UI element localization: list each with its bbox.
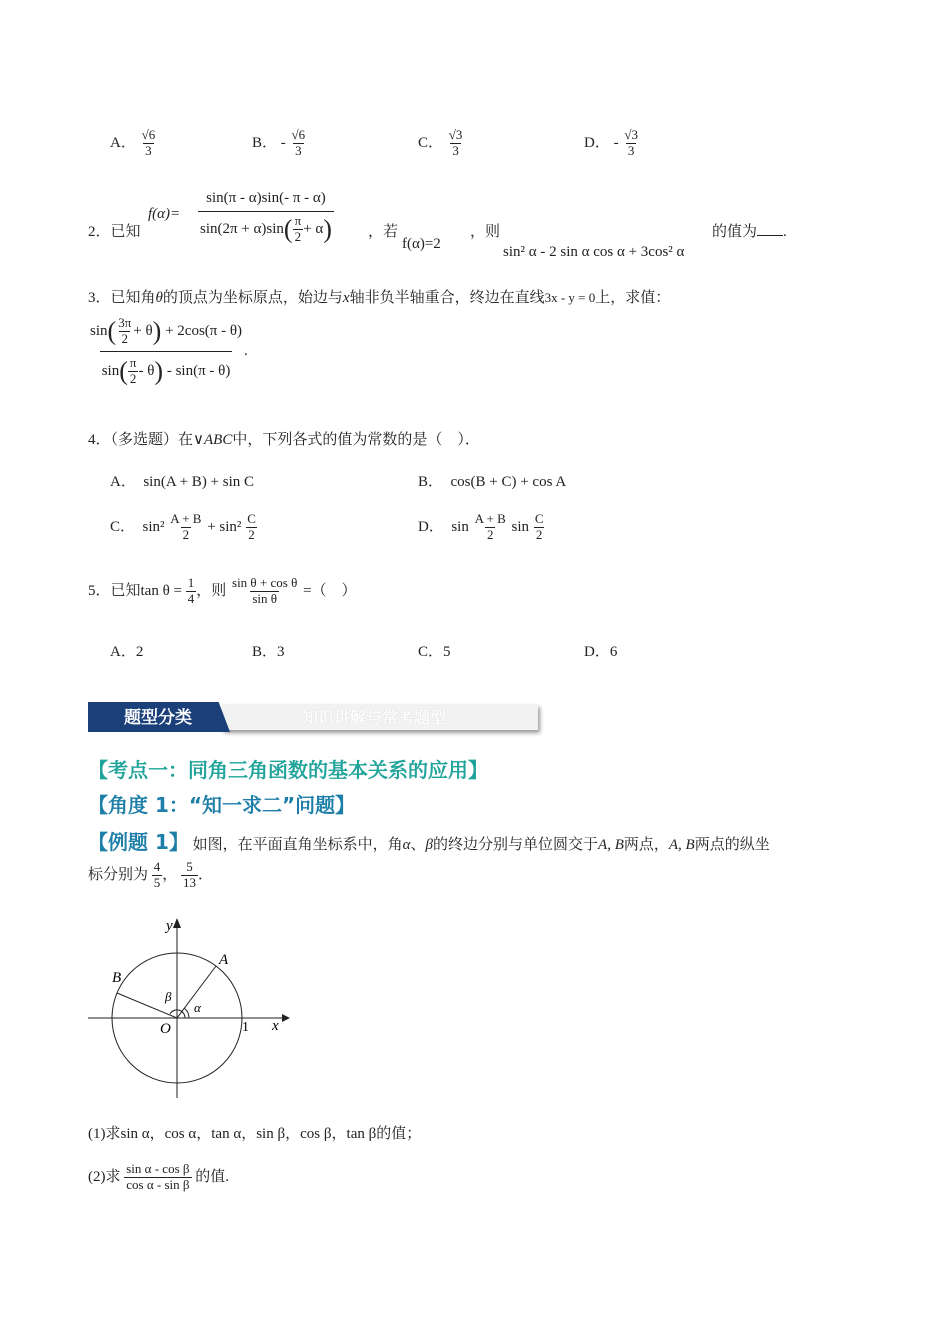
q5-option-a: A．2 — [110, 644, 144, 660]
q2-fraction: sin(π - α)sin(- π - α) sin(2π + α)sin( $\frac{\pi}{2}$ + α) — [200, 190, 332, 245]
jiaodu-heading: 【角度 1：“知一求二”问题】 — [88, 793, 356, 817]
q4-option-c: C． sin² $\frac{A + B}{2}$ + sin² $\frac{C}{2}$ — [110, 511, 256, 542]
y-label: y — [166, 918, 173, 934]
banner-subtitle: 知识讲解与常考题型 — [302, 708, 447, 727]
x-label: x — [272, 1018, 279, 1034]
origin-label: O — [160, 1021, 171, 1037]
q5-option-d: D．6 — [584, 644, 618, 660]
example-1-line2: 标分别为 $\frac{4}{5}$ ， $\frac{5}{13}$ ． — [88, 859, 214, 890]
q1-option-d: D． - $\frac{√3}{3}$ — [584, 127, 638, 158]
kaodian-heading: 【考点一：同角三角函数的基本关系的应用】 — [88, 758, 488, 782]
q5-option-b: B．3 — [252, 644, 285, 660]
q1-option-c: C． $\frac{√3}{3}$ — [418, 127, 463, 158]
x-axis-arrow — [282, 1014, 290, 1022]
q2-answer-blank — [757, 221, 783, 236]
q4-option-b: B． cos(B + C) + cos A — [418, 474, 567, 490]
q3-statement: 3．已知角θ的顶点为坐标原点，始边与x轴非负半轴重合，终边在直线3x - y = 0上，求值： — [88, 290, 671, 306]
q1-option-b: B． - $\frac{√6}{3}$ — [252, 127, 306, 158]
q4-option-d: D． sin $\frac{A + B}{2}$ sin $\frac{C}{2}$ — [418, 511, 544, 542]
banner-title: 题型分类 — [124, 708, 192, 728]
q4-statement: 4．（多选题）在∨ABC中，下列各式的值为常数的是（ ）． — [88, 432, 480, 448]
q4-option-a: A． sin(A + B) + sin C — [110, 474, 255, 490]
part-2: (2)求 $\frac{\text{sin α - cos β}}{\text{cos α - sin β}}$ 的值. — [88, 1161, 230, 1192]
q2-tail: 的值为 . — [712, 220, 787, 241]
alpha-label: α — [194, 1000, 201, 1015]
q2-f-lhs: f(α)= — [148, 206, 181, 222]
part-1: (1)求sin α，cos α，tan α，sin β，cos β，tan β的值； — [88, 1126, 422, 1142]
point-a-label: A — [219, 952, 229, 968]
q1-option-a: A． $\frac{√6}{3}$ — [110, 127, 156, 158]
q2-prefix: 2．已知 — [88, 224, 141, 240]
q2-expression: sin² α - 2 sin α cos α + 3cos² α — [503, 244, 685, 260]
point-b-label: B — [112, 970, 122, 986]
q5-statement: 5．已知tan θ = $\frac{1}{4}$ ，则 $\frac{\text{sin θ + cos θ}}{\text{sin θ}}$ =（ ） — [88, 575, 357, 606]
q2-if: ，若 — [368, 224, 399, 240]
unit-circle-figure — [86, 912, 296, 1102]
q5-option-c: C．5 — [418, 644, 451, 660]
one-label: 1 — [242, 1020, 249, 1035]
q3-expression: sin( $\frac{3\pi}{2}$ + θ) + 2cos(π - θ) sin( $\frac{\pi}{2}$ - θ) - sin(π - θ) . — [90, 315, 248, 386]
y-axis-arrow — [173, 918, 181, 928]
q2-then: ，则 — [470, 224, 501, 240]
q2-condition: f(α)=2 — [402, 236, 441, 252]
example-1-line1: 【例题 1】 如图，在平面直角坐标系中，角α、β的终边分别与单位圆交于A, B两点，A, B两点的纵坐 — [88, 830, 770, 854]
beta-label: β — [165, 989, 172, 1004]
